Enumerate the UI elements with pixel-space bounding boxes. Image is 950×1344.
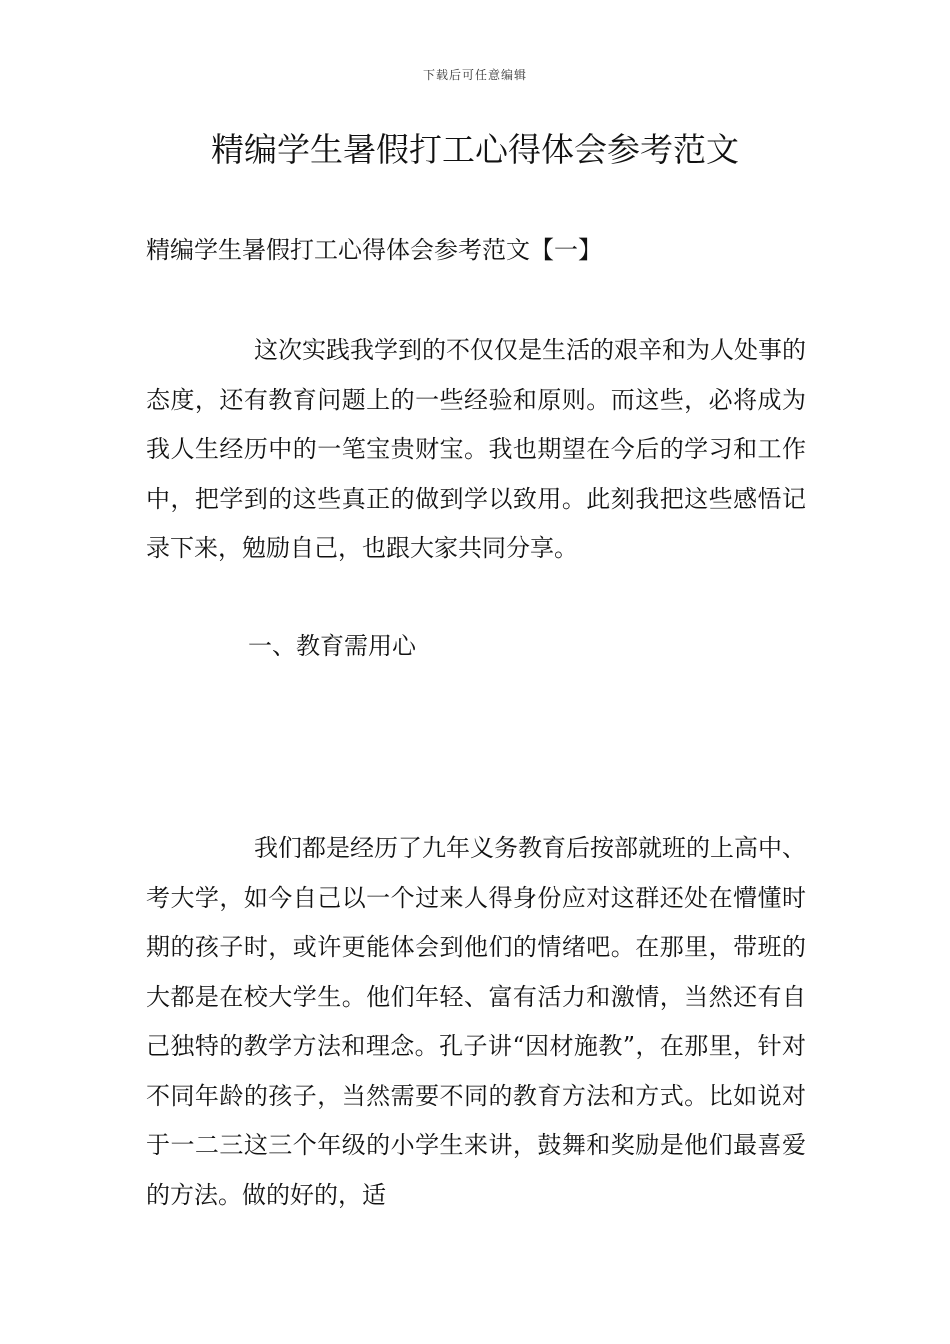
section-heading-1: 一、教育需用心 bbox=[248, 632, 416, 660]
paragraph-1: 这次实践我学到的不仅仅是生活的艰辛和为人处事的态度，还有教育问题上的一些经验和原则。而这些，必将成为我人生经历中的一笔宝贵财宝。我也期望在今后的学习和工作中，把学到的这些真正的做到学以致用。此刻我把这些感悟记录下来，勉励自己，也跟大家共同分享。 bbox=[146, 336, 806, 562]
document-subtitle: 精编学生暑假打工心得体会参考范文【一】 bbox=[146, 236, 602, 264]
document-title: 精编学生暑假打工心得体会参考范文 bbox=[211, 130, 739, 169]
paragraph-2: 我们都是经历了九年义务教育后按部就班的上高中、考大学，如今自己以一个过来人得身份应对这群还处在懵懂时期的孩子时，或许更能体会到他们的情绪吧。在那里，带班的大都是在校大学生。他们年轻、富有活力和激情，当然还有自己独特的教学方法和理念。孔子讲“因材施教”，在那里，针对不同年龄的孩子，当然需要不同的教育方法和方式。比如说对于一二三这三个年级的小学生来讲，鼓舞和奖励是他们最喜爱的方法。做的好的，适 bbox=[146, 834, 806, 1209]
header-note: 下载后可任意编辑 bbox=[422, 68, 527, 82]
